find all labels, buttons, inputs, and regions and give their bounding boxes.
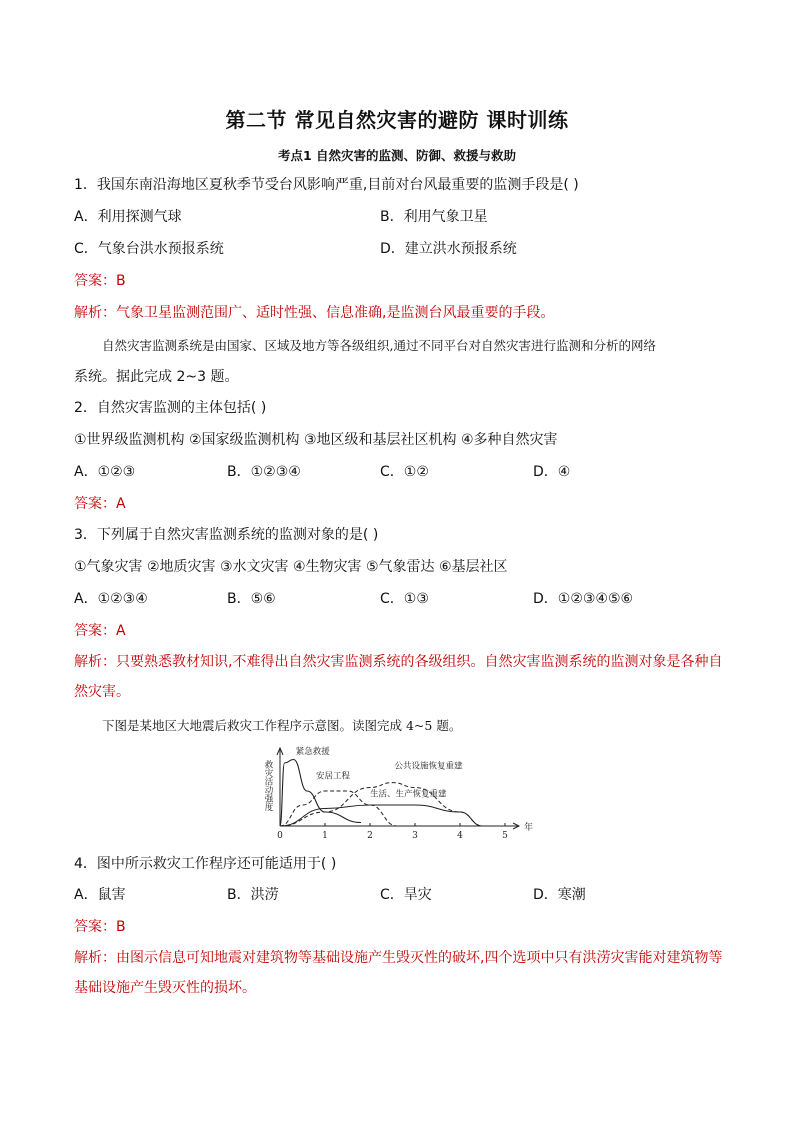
series-label-3: 公共设施恢复重建 (394, 761, 463, 772)
q3-explanation: 解析：只要熟悉教材知识,不难得出自然灾害监测系统的各级组织。自然灾害监测系统的监测对象是各种自然灾害。 (74, 654, 723, 700)
y-axis-label: 救灾活动强度 (263, 760, 273, 811)
q2-option-a: A．①②③ (74, 464, 136, 480)
q2-items: ①世界级监测机构 ②国家级监测机构 ③地区级和基层社区机构 ④多种自然灾害 (74, 432, 558, 448)
q1-option-c: C．气象台洪水预报系统 (74, 241, 224, 257)
q4-option-a: A．鼠害 (74, 887, 126, 903)
q4-option-d: D．寒潮 (533, 887, 586, 903)
material-1-line-2: 系统。据此完成 2~3 题。 (74, 369, 239, 385)
q3-option-b: B．⑤⑥ (227, 591, 276, 607)
q4-option-b: B．洪涝 (227, 887, 279, 903)
series-line-1 (280, 760, 361, 827)
q1-option-d: D．建立洪水预报系统 (380, 241, 517, 257)
page-title: 第二节 常见自然灾害的避防 课时训练 (225, 108, 569, 132)
q3-stem: 3．下列属于自然灾害监测系统的监测对象的是( ) (74, 527, 379, 543)
section-subtitle: 考点1 自然灾害的监测、防御、救援与救助 (277, 148, 517, 163)
q3-option-d: D．①②③④⑤⑥ (533, 591, 634, 607)
q2-option-b: B．①②③④ (227, 464, 301, 480)
q4-stem: 4．图中所示救灾工作程序还可能适用于( ) (74, 856, 337, 872)
q3-answer: 答案：A (74, 623, 126, 639)
q3-option-c: C．①③ (380, 591, 429, 607)
q4-explanation: 解析：由图示信息可知地震对建筑物等基础设施产生毁灭性的破坏,四个选项中只有洪涝灾害能对建筑物等基础设施产生毁灭性的损坏。 (74, 950, 723, 996)
x-tick-label: 2 (367, 831, 373, 841)
q1-stem: 1．我国东南沿海地区夏秋季节受台风影响严重,目前对台风最重要的监测手段是( ) (74, 177, 579, 193)
q2-option-c: C．①② (380, 464, 429, 480)
x-tick-label: 1 (322, 831, 328, 841)
q4-answer: 答案：B (74, 919, 126, 935)
q1-option-a: A．利用探测气球 (74, 209, 182, 225)
q3-items: ①气象灾害 ②地质灾害 ③水文灾害 ④生物灾害 ⑤气象雷达 ⑥基层社区 (74, 559, 508, 575)
x-tick-label: 3 (412, 831, 418, 841)
q2-answer: 答案：A (74, 496, 126, 512)
x-tick-label: 4 (457, 831, 463, 841)
x-tick-label: 0 (277, 831, 283, 841)
q2-stem: 2．自然灾害监测的主体包括( ) (74, 400, 267, 416)
series-line-4 (280, 805, 483, 826)
q1-explanation: 解析：气象卫星监测范围广、适时性强、信息准确,是监测台风最重要的手段。 (74, 305, 555, 321)
material-1-line-1: 自然灾害监测系统是由国家、区域及地方等各级组织,通过不同平台对自然灾害进行监测和分析的网络 (102, 338, 656, 353)
q1-answer: 答案：B (74, 273, 126, 289)
relief-work-chart (258, 746, 538, 842)
q4-option-c: C．旱灾 (380, 887, 432, 903)
x-axis-label: 年 (524, 823, 534, 833)
material-2: 下图是某地区大地震后救灾工作程序示意图。读图完成 4~5 题。 (102, 718, 462, 733)
series-label-4: 生活、生产恢复重建 (370, 789, 447, 800)
q1-option-b: B．利用气象卫星 (380, 209, 488, 225)
q3-option-a: A．①②③④ (74, 591, 148, 607)
q2-option-d: D．④ (533, 464, 571, 480)
series-label-1: 紧急救援 (295, 746, 330, 757)
series-label-2: 安居工程 (316, 771, 351, 782)
x-tick-label: 5 (502, 831, 508, 841)
